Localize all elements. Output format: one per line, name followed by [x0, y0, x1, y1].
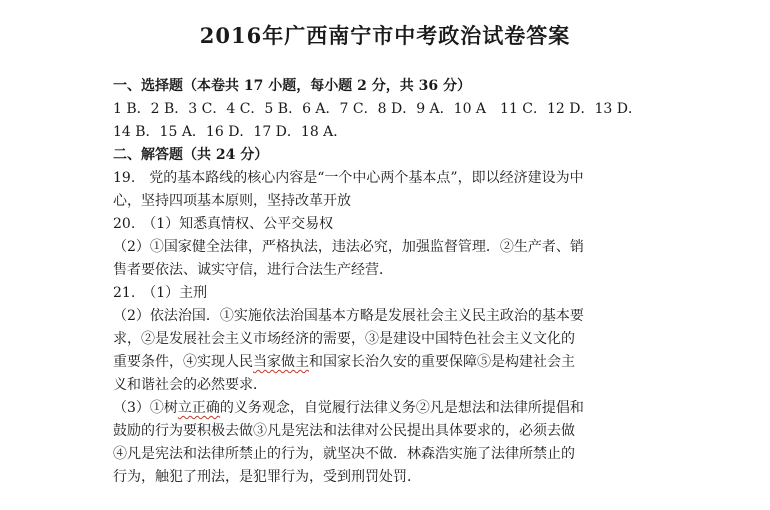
answer-line-q20: （2）①国家健全法律，严格执法，违法必究，加强监督管理．②生产者、销	[113, 239, 584, 255]
answer-line-q20: 售者要依法、诚实守信，进行合法生产经营．	[113, 262, 393, 278]
text-span: 的义务观念，自觉履行法律义务②凡是想法和法律所提倡和	[219, 400, 584, 416]
section-heading-answer: 二、解答题（共 24 分）	[113, 147, 269, 163]
answer-line-q21	[113, 397, 673, 420]
answer-line-q21	[113, 351, 673, 374]
text-span: （3）①树	[113, 400, 178, 416]
choice-answers-line: 1 B．2 B．3 C．4 C．5 B．6 A．7 C．8 D．9 A．10 A 11 C．12 D．13 D．	[113, 101, 642, 117]
answer-line-q20: 20. （1）知悉真情权、公平交易权	[113, 216, 334, 232]
answer-line-q21: （2）依法治国．①实施依法治国基本方略是发展社会主义民主政治的基本要	[113, 308, 584, 324]
answer-line-q21: 求，②是发展社会主义市场经济的需要，③是建设中国特色社会主义文化的	[113, 331, 575, 347]
page-title: 2016年广西南宁市中考政治试卷答案	[199, 23, 571, 48]
answer-line-q19: 19. 党的基本路线的核心内容是“一个中心两个基本点”，即以经济建设为中	[113, 170, 584, 186]
answer-line-q21: 义和谐社会的必然要求．	[113, 377, 267, 393]
spellcheck-marked-text: 立正确	[177, 400, 220, 416]
answer-line-q21: ④凡是宪法和法律所禁止的行为，就坚决不做．林森浩实施了法律所禁止的	[113, 446, 575, 462]
section-heading-choice: 一、选择题（本卷共 17 小题，每小题 2 分，共 36 分）	[113, 78, 471, 94]
answer-line-q21: 行为，触犯了刑法，是犯罪行为，受到刑罚处罚．	[113, 469, 421, 485]
answer-line-q19: 心，坚持四项基本原则，坚持改革开放	[113, 193, 351, 209]
text-span: 重要条件，④实现人民	[113, 354, 253, 370]
answer-line-q21: 21. （1）主刑	[113, 285, 208, 301]
answer-line-q21: 鼓励的行为要积极去做③凡是宪法和法律对公民提出具体要求的，必须去做	[113, 423, 575, 439]
text-span: 和国家长治久安的重要保障⑤是构建社会主	[309, 354, 575, 370]
spellcheck-marked-text: 当家做主	[253, 354, 309, 370]
choice-answers-line: 14 B．15 A．16 D．17 D．18 A．	[113, 124, 348, 140]
document-body	[113, 75, 673, 489]
